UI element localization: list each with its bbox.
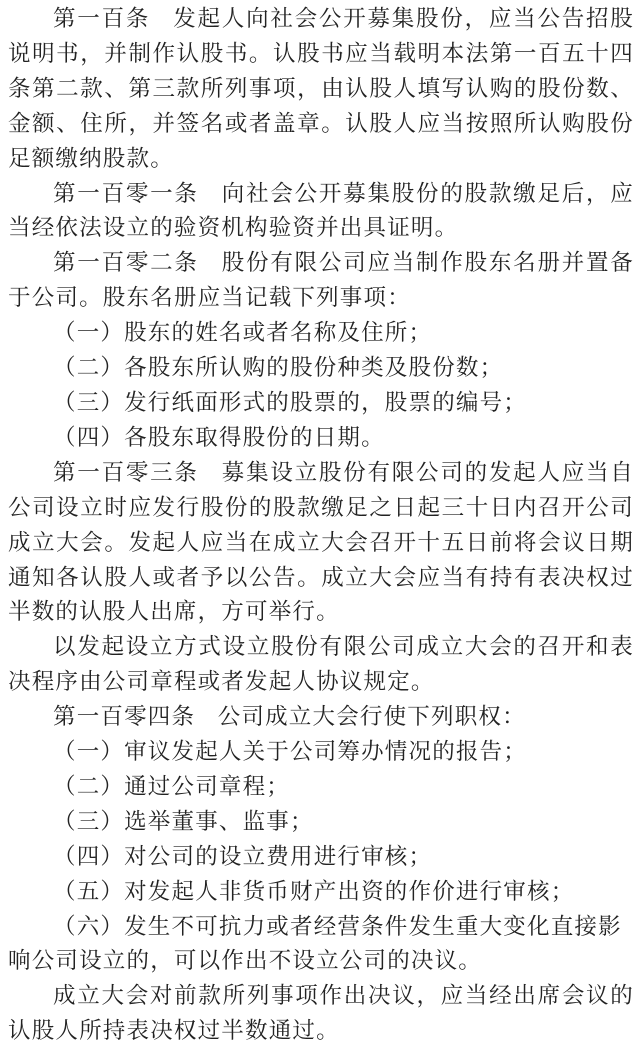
article-103-paragraph-2: 以发起设立方式设立股份有限公司成立大会的召开和表决程序由公司章程或者发起人协议规定。 — [8, 634, 634, 696]
list-item: （二）各股东所认购的股份种类及股份数； — [53, 355, 504, 382]
article-text: 公司成立大会行使下列职权： — [217, 704, 526, 731]
list-item: （五）对发起人非货币财产出资的作价进行审核； — [53, 878, 575, 905]
document-page — [8, 2, 634, 1049]
article-number: 第一百零一条 — [53, 180, 199, 207]
article-number: 第一百零二条 — [53, 250, 199, 277]
article-text: 向社会公开募集股份的股款缴足后，应当经依法设立的验资机构验资并出具证明。 — [8, 180, 635, 242]
list-item: （四）对公司的设立费用进行审核； — [53, 843, 433, 870]
article-text: 股份有限公司应当制作股东名册并置备于公司。股东名册应当记载下列事项： — [8, 250, 635, 312]
list-item: （一）审议发起人关于公司筹办情况的报告； — [53, 739, 528, 766]
article-103 — [8, 456, 634, 631]
article-104 — [8, 700, 634, 735]
article-number: 第一百条 — [53, 6, 151, 32]
article-text: 发起人向社会公开募集股份，应当公告招股说明书，并制作认股书。认股书应当载明本法第一百五十四条第二款、第三款所列事项，由认股人填写认购的股份数、金额、住所，并签名或者盖章。认股人应当按照所认购股份足额缴纳股款。 — [8, 6, 634, 172]
list-item: （三）选举董事、监事； — [53, 808, 314, 835]
article-number: 第一百零三条 — [53, 459, 199, 486]
list-item: （六）发生不可抗力或者经营条件发生重大变化直接影响公司设立的，可以作出不设立公司的决议。 — [8, 913, 622, 975]
list-item: （四）各股东取得股份的日期。 — [53, 424, 385, 451]
article-101 — [8, 177, 634, 247]
list-item: （二）通过公司章程； — [53, 773, 291, 800]
list-item: （三）发行纸面形式的股票的，股票的编号； — [53, 389, 528, 416]
article-number: 第一百零四条 — [53, 704, 196, 731]
article-text: 募集设立股份有限公司的发起人应当自公司设立时应发行股份的股款缴足之日起三十日内召开公司成立大会。发起人应当在成立大会召开十五日前将会议日期通知各认股人或者予以公告。成立大会应当有持有表决权过半数的认股人出席，方可举行。 — [8, 459, 635, 626]
article-104-paragraph-2: 成立大会对前款所列事项作出决议，应当经出席会议的认股人所持表决权过半数通过。 — [8, 983, 634, 1045]
list-item: （一）股东的姓名或者名称及住所； — [53, 320, 433, 347]
article-100 — [8, 2, 634, 177]
article-102 — [8, 246, 634, 316]
